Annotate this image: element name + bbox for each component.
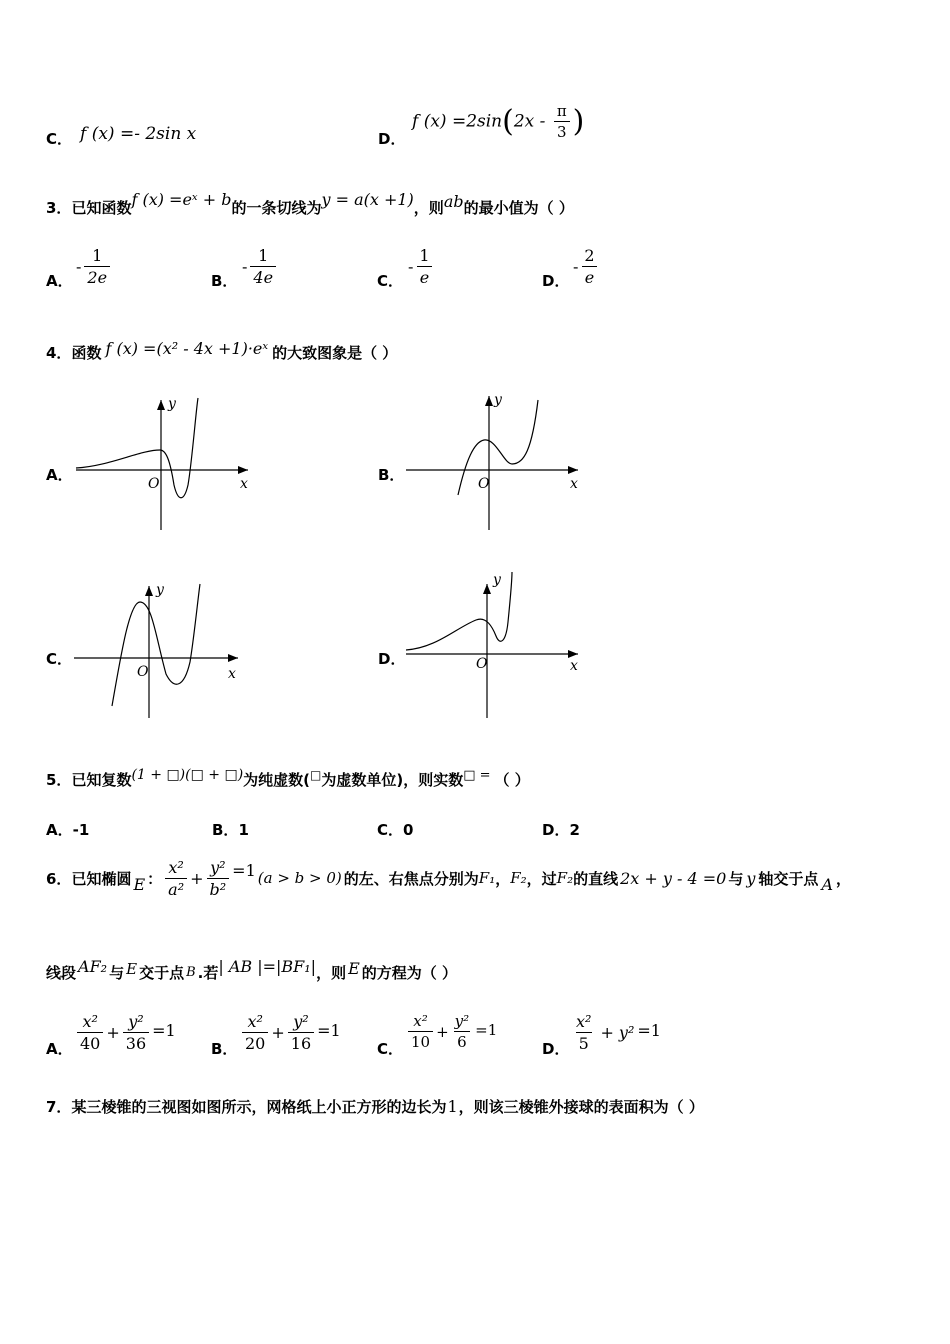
q5-option-b: B．1 <box>212 821 249 839</box>
q3-stem: 3．已知函数f (x) =eˣ + b的一条切线为y = a(x +1)，则ab的最小值为（ ） <box>46 190 574 217</box>
q3-options <box>46 246 646 296</box>
q3-option-c-value: - $\frac{1}{e}$ <box>408 246 436 287</box>
q4-graph-b-x-label: x <box>570 476 578 492</box>
q6-option-a-label: A． <box>46 1040 73 1058</box>
q5-stem: 5．已知复数(1 + □)(□ + □)为纯虚数(□为虚数单位)，则实数□ = （ ） <box>46 767 530 789</box>
q4-graph-d <box>400 570 590 720</box>
q6-option-c-label: C． <box>377 1040 404 1058</box>
q2-option-d-label: D． <box>378 130 406 148</box>
q3-option-b-label: B． <box>211 272 238 290</box>
q4-graph-d-origin: O <box>476 656 488 672</box>
q4-option-b-label: B． <box>378 466 405 484</box>
q6-option-d-expr: $\frac{\text{x²}}{5}$ + y² =1 <box>576 1012 661 1053</box>
q3-option-d-label: D． <box>542 272 570 290</box>
q3-option-d-value: - $\frac{2}{e}$ <box>573 246 601 287</box>
q4-option-d-label: D． <box>378 650 406 668</box>
q4-graph-a-y-label: y <box>168 396 176 412</box>
q7-stem: 7．某三棱锥的三视图如图所示，网格纸上小正方形的边长为1，则该三棱锥外接球的表面积为（ ） <box>46 1097 704 1116</box>
q4-graph-d-y-label: y <box>493 572 501 588</box>
q2-option-d-expr: f (x) =2sin(2x - $\frac{\pi}{3}$ ) <box>412 102 585 141</box>
q5-option-d: D．2 <box>542 821 580 839</box>
q6-option-a-expr: $\frac{\text{x²}}{40}$ + $\frac{\text{y²}}{36}$ =1 <box>74 1012 176 1053</box>
q5-option-a: A．-1 <box>46 821 90 839</box>
q6-option-b-label: B． <box>211 1040 238 1058</box>
q4-graph-b-y-label: y <box>494 392 502 408</box>
q4-graph-c-y-label: y <box>156 582 164 598</box>
q4-graph-c-x-label: x <box>228 666 236 682</box>
q5-option-c: C．0 <box>377 821 414 839</box>
q3-option-b-value: - $\frac{1}{4e}$ <box>242 246 279 287</box>
q4-stem: 4．函数 f (x) =(x² - 4x +1)·eˣ 的大致图象是（ ） <box>46 339 398 362</box>
q6-stem-line2: 线段 AF₂ 与 E 交于点 B .若| AB |=|BF₁|，则 E 的方程为（ ） <box>46 957 458 982</box>
q6-option-c-expr: $\frac{\text{x²}}{10}$ + $\frac{\text{y²}}{6}$ =1 <box>405 1012 497 1051</box>
q4-graph-a-origin: O <box>148 476 160 492</box>
q3-option-c-label: C． <box>377 272 404 290</box>
q4-option-c-label: C． <box>46 650 73 668</box>
q6-option-d-label: D． <box>542 1040 570 1058</box>
q6-options <box>46 1012 746 1064</box>
q2-option-c-label: C． <box>46 130 73 148</box>
q3-option-a-value: - $\frac{1}{2e}$ <box>76 246 113 287</box>
q4-graph-a-x-label: x <box>240 476 248 492</box>
q4-graph-c <box>70 578 260 723</box>
q4-graph-b <box>400 390 590 535</box>
q3-option-a-label: A． <box>46 272 73 290</box>
q4-graph-c-origin: O <box>137 664 149 680</box>
q4-graph-a <box>70 390 260 535</box>
q4-graph-d-x-label: x <box>570 658 578 674</box>
q6-stem-line1: 6． 已知椭圆 E ： $\frac{\text{x²}}{\text{a²}}$ + $\frac{\text{y²}}{\text{b²}}$ =1 (a > b > 0) 的左、右焦点分别为 F₁ ， F₂ ，过 F₂ 的直线 2x + y - 4 =0 与 y 轴交于点 A ， <box>46 857 852 899</box>
q2-option-c-expr: f (x) =- 2sin x <box>80 124 197 144</box>
q4-option-a-label: A． <box>46 466 73 484</box>
q4-graph-b-origin: O <box>478 476 490 492</box>
q6-option-b-expr: $\frac{\text{x²}}{20}$ + $\frac{\text{y²}}{16}$ =1 <box>239 1012 341 1053</box>
